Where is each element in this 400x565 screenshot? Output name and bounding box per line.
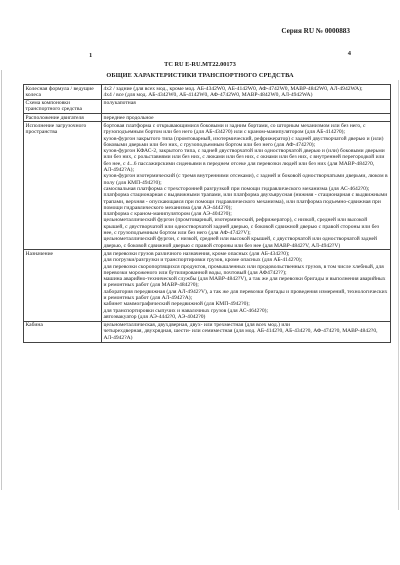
row-label: Колесная формула / ведущие колеса: [24, 85, 102, 100]
row-value: для перевозки грузов различного назначения, кроме опасных (для АБ-4342?0); для погрузки/разгрузки и транспортировки грузов, кроме опасных (для АБ-4142?0); для перевозки скоропортящихся продуктов, промышленных или продовольственных грузов, в том числе хлебный, для перевозки мороженого или бутилированной воды, почтовый (для АФ4742??); машина аварийно-технической службы (для МАВР-4842?V), а так же для перевозки бригады и выполнения аварийных и ремонтных работ (для МАВР-4842?0); лаборатория передвижная (для АЛ-4942?V), а так же для перевозки бригады и проведения измерений, технологических и ремонтных работ (для АЛ-4942?А); кабинет маммографический передвижной (для КМП-4942?0); для транспортировки сыпучих и навалочных грузов (для АС-4642?0); автоэвакуатор (для АЭ-4442?0, АЭ-4042?0): [102, 250, 391, 321]
page-number-right: 4: [347, 50, 351, 57]
row-value: 4x2 / задние (для всех мод., кроме мод. АБ-4342W0, АБ-4142W0, АФ-4742W0, МАВР-4842W0, АЛ-4942WA); 4x4 / все (для мод. АБ-4342W0, АБ-4142W0, АФ-4742W0, МАВР-4842W0, АЛ-4942WA): [102, 85, 391, 100]
row-value: бортовая платформа с открывающимися боковыми и задним бортами, со шторным механизмом или без него, с грузоподъемным бортом или без него (для АБ-4342?0) или с краном-манипулятором (для АБ-4142?0); кузов-фургон закрытого типа (промтоварный, изотермический, рефрижератор) с задней двустворчатой дверью и (или) боковыми дверьми или без них, с грузоподъемным бортом или без него (для АФ-4742?0); кузов-фургон КФАС-2, закрытого типа, с задней двустворчатой или одностворчатой дверью и (или) боковыми дверьми или без них, с рольставнями или без них, с люками или без них, с окнами или без них, с внутренней перегородкой или без нее, с 4...6 пассажирскими сиденьями в переднем отсеке для перевозки людей или без них (для МАВР-4842?0, АЛ-4942?А); кузов-фургон изотермический (с тремя внутренними отсеками), с задней и боковой одностворчатыми дверьми, люком в полу (для КМП-4942?0); самосвальная платформа с трехсторонней разгрузкой при помощи гидравлического механизма (для АС-4642?0); платформа стационарная с выдвижными трапами, или платформа двухъярусная (нижняя - стационарная с выдвижными трапами, верхняя - опускающаяся при помощи гидравлического механизма), или платформа подъемно-сдвижная при помощи гидравлического механизма (для АЭ-4442?0); платформа с краном-манипулятором (для АЭ-4042?0); цельнометаллический фургон (промтоварный, изотермический, рефрижератор), с низкой, средней или высокой крышей, с двустворчатой или одностворчатой задней дверью, с боковой сдвижной дверью с правой стороны или без нее, с грузоподъемным бортом или без него (для АФ-4742?V); цельнометаллический фургон, с низкой, средней или высокой крышей, с двустворчатой или одностворчатой задней дверью, с боковой сдвижной дверью с правой стороны или без нее (для МАВР-4842?V, АЛ-4942?V): [102, 122, 391, 250]
table-row: [24, 85, 391, 100]
row-label: Исполнение загрузочного пространства: [24, 122, 102, 250]
row-value: полукапотная: [102, 99, 391, 114]
row-value: переднее продольное: [102, 114, 391, 122]
row-label: Назначение: [24, 250, 102, 321]
serial-number: Серия RU № 0000883: [281, 27, 350, 35]
page-edge-line: [398, 80, 399, 510]
table-row: [24, 321, 391, 342]
table-row: [24, 250, 391, 321]
table-row: [24, 99, 391, 114]
document-number: TC RU E-RU.MT22.00173: [164, 61, 236, 68]
row-value: цельнометаллическая, двухдверная, двух- или трехместная (для всех мод.) или четырехдверная, двухрядная, шести- или семиместная (для мод. АБ-4142?0, АБ-4342?0, АФ-4742?0, МАВР-4842?0, АЛ-4942?А): [102, 321, 391, 342]
row-label: Кабина: [24, 321, 102, 342]
row-label: Схема компоновки транспортного средства: [24, 99, 102, 114]
table-row: [24, 122, 391, 250]
page-edge-line: [1, 70, 2, 490]
section-title: ОБЩИЕ ХАРАКТЕРИСТИКИ ТРАНСПОРТНОГО СРЕДСТВА: [106, 72, 294, 79]
characteristics-table: [23, 84, 391, 343]
page-number-left: 1: [89, 52, 93, 59]
row-label: Расположение двигателя: [24, 114, 102, 122]
table-row: [24, 114, 391, 122]
